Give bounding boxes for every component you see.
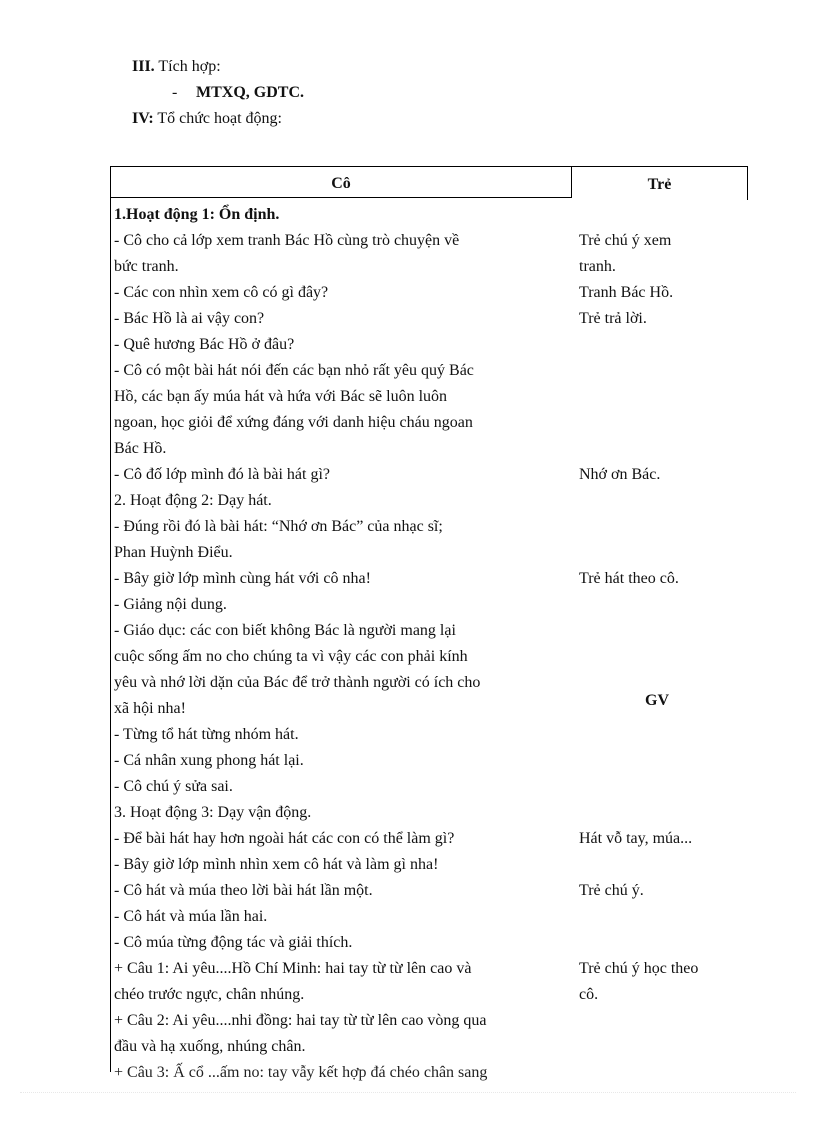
co-line: Hồ, các bạn ấy múa hát và hứa với Bác sẽ luôn luôn — [114, 388, 448, 405]
co-line: - Các con nhìn xem cô có gì đây? — [114, 284, 329, 301]
co-line: - Giáo dục: các con biết không Bác là người mang lại — [114, 622, 456, 639]
teacher-column — [114, 202, 570, 1081]
tre-line: Trẻ hát theo cô. — [579, 570, 679, 587]
co-line: - Cô cho cả lớp xem tranh Bác Hồ cùng trò chuyện về — [114, 232, 460, 249]
co-line: đầu và hạ xuống, nhúng chân. — [114, 1038, 306, 1055]
co-line: xã hội nha! — [114, 700, 186, 717]
section-3-number: III. — [132, 58, 155, 75]
co-line: ngoan, học giỏi để xứng đáng với danh hiệu cháu ngoan — [114, 414, 473, 431]
co-line: yêu và nhớ lời dặn của Bác để trở thành người có ích cho — [114, 674, 481, 691]
bullet-dash: - — [172, 84, 178, 101]
tre-line: cô. — [579, 986, 599, 1003]
section-4-number: IV: — [132, 110, 154, 127]
co-line: - Cô có một bài hát nói đến các bạn nhỏ rất yêu quý Bác — [114, 362, 474, 379]
co-line: - Giảng nội dung. — [114, 596, 227, 613]
tre-line: Nhớ ơn Bác. — [579, 466, 661, 483]
co-line: cuộc sống ấm no cho chúng ta vì vậy các con phải kính — [114, 648, 468, 665]
co-line: - Cô đố lớp mình đó là bài hát gì? — [114, 466, 330, 483]
co-line: chéo trước ngực, chân nhúng. — [114, 986, 305, 1003]
header-co: Cô — [110, 166, 572, 198]
co-line: + Câu 1: Ai yêu....Hồ Chí Minh: hai tay từ từ lên cao và — [114, 960, 472, 977]
table-left-border — [110, 198, 111, 1072]
co-line: + Câu 2: Ai yêu....nhi đồng: hai tay từ từ lên cao vòng qua — [114, 1012, 487, 1029]
section-4-title: Tổ chức hoạt động: — [157, 110, 282, 127]
co-line: 2. Hoạt động 2: Dạy hát. — [114, 492, 272, 509]
integration-bullet — [172, 84, 304, 102]
section-3-heading — [132, 58, 221, 76]
tre-line: Hát vỗ tay, múa... — [579, 830, 693, 847]
co-line: - Cô chú ý sửa sai. — [114, 778, 233, 795]
co-line: 1.Hoạt động 1: Ổn định. — [114, 206, 280, 223]
header-tre: Trẻ — [572, 166, 748, 200]
section-4-heading — [132, 110, 282, 128]
co-line: - Cô hát và múa lần hai. — [114, 908, 268, 925]
co-line: Phan Huỳnh Điểu. — [114, 544, 233, 561]
co-line: - Cô múa từng động tác và giải thích. — [114, 934, 353, 951]
activity-table — [110, 166, 748, 1081]
page-bottom-divider — [20, 1092, 796, 1093]
co-line: - Bây giờ lớp mình cùng hát với cô nha! — [114, 570, 371, 587]
co-line: bức tranh. — [114, 258, 179, 275]
tre-line: Trẻ chú ý xem — [579, 232, 672, 249]
co-line: 3. Hoạt động 3: Dạy vận động. — [114, 804, 312, 821]
co-line: - Bác Hồ là ai vậy con? — [114, 310, 265, 327]
tre-line: Trẻ chú ý học theo — [579, 960, 699, 977]
co-line: - Cô hát và múa theo lời bài hát lần một. — [114, 882, 373, 899]
tre-line: Tranh Bác Hồ. — [579, 284, 674, 301]
co-line: - Để bài hát hay hơn ngoài hát các con có thể làm gì? — [114, 830, 455, 847]
section-3-title: Tích hợp: — [158, 58, 221, 75]
co-line: - Cá nhân xung phong hát lại. — [114, 752, 304, 769]
tre-line: Trẻ chú ý. — [579, 882, 644, 899]
gv-label: GV — [645, 692, 669, 709]
co-line: Bác Hồ. — [114, 440, 167, 457]
co-line: - Từng tổ hát từng nhóm hát. — [114, 726, 299, 743]
tre-line: Trẻ trả lời. — [579, 310, 647, 327]
co-line: - Bây giờ lớp mình nhìn xem cô hát và làm gì nha! — [114, 856, 439, 873]
co-line: - Đúng rồi đó là bài hát: “Nhớ ơn Bác” của nhạc sĩ; — [114, 518, 443, 535]
integration-items: MTXQ, GDTC. — [196, 84, 304, 101]
co-line-cut-off: + Câu 3: Ấ cổ ...ấm no: tay vẫy kết hợp đá chéo chân sang — [114, 1064, 488, 1081]
co-line: - Quê hương Bác Hồ ở đâu? — [114, 336, 295, 353]
tre-line: tranh. — [579, 258, 616, 275]
